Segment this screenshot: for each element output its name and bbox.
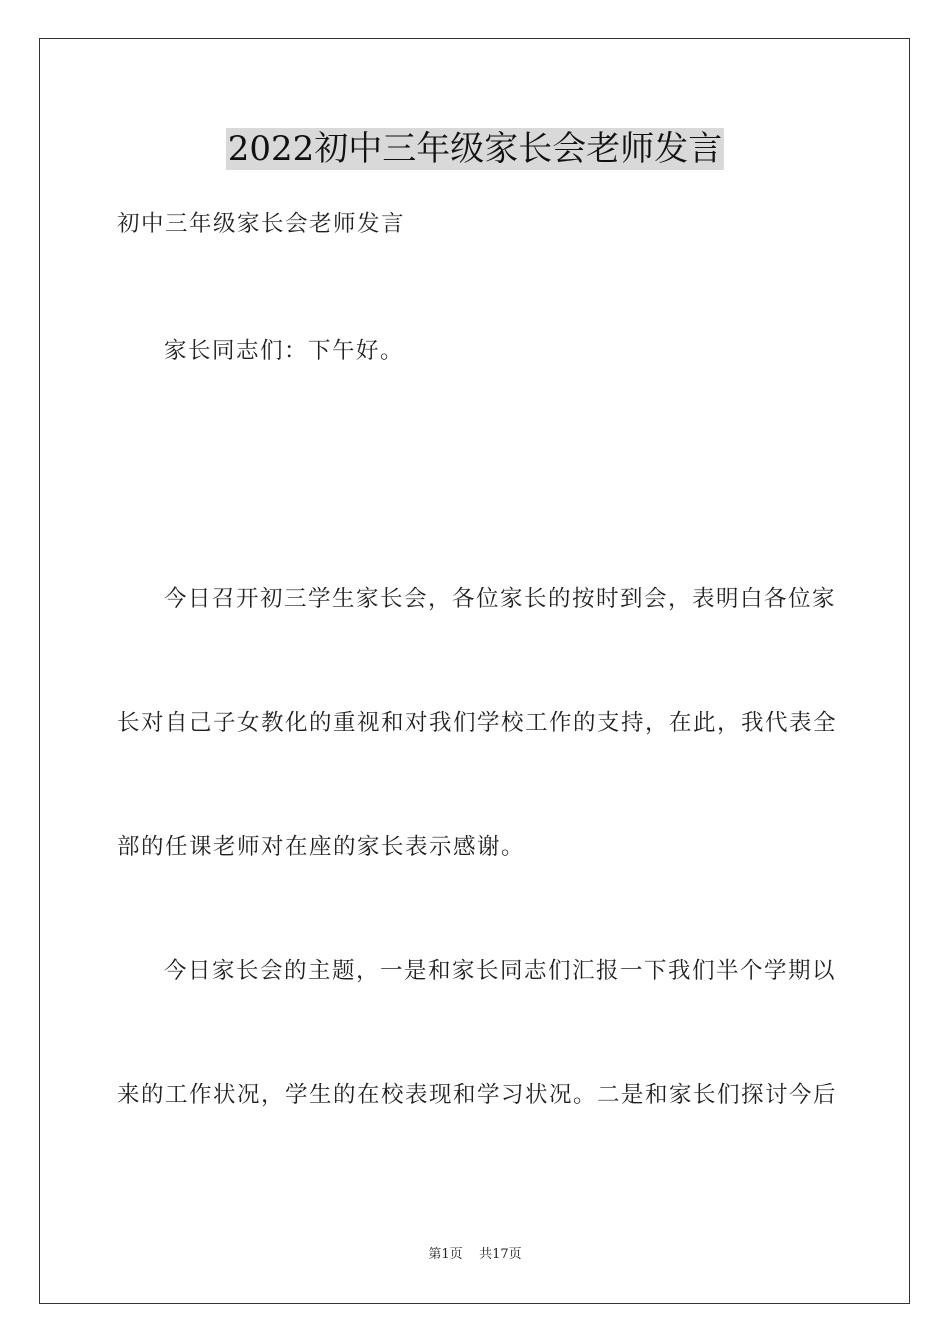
paragraph-line: 长对自己子女教化的重视和对我们学校工作的支持，在此，我代表全 xyxy=(117,710,838,736)
document-title: 2022初中三年级家长会老师发言 xyxy=(227,129,723,169)
paragraph-line: 今日召开初三学生家长会，各位家长的按时到会，表明白各位家 xyxy=(164,586,837,612)
document-subtitle: 初中三年级家长会老师发言 xyxy=(117,211,406,237)
page-total: 共17页 xyxy=(479,1247,522,1262)
paragraph-line: 来的工作状况，学生的在校表现和学习状况。二是和家长们探讨今后 xyxy=(117,1082,838,1108)
page-number: 第1页 xyxy=(428,1247,463,1262)
page-footer xyxy=(0,1246,950,1264)
paragraph-line: 部的任课老师对在座的家长表示感谢。 xyxy=(117,834,526,860)
title-container xyxy=(0,128,950,170)
greeting-line: 家长同志们：下午好。 xyxy=(164,338,405,364)
paragraph-line: 今日家长会的主题，一是和家长同志们汇报一下我们半个学期以 xyxy=(164,958,837,984)
